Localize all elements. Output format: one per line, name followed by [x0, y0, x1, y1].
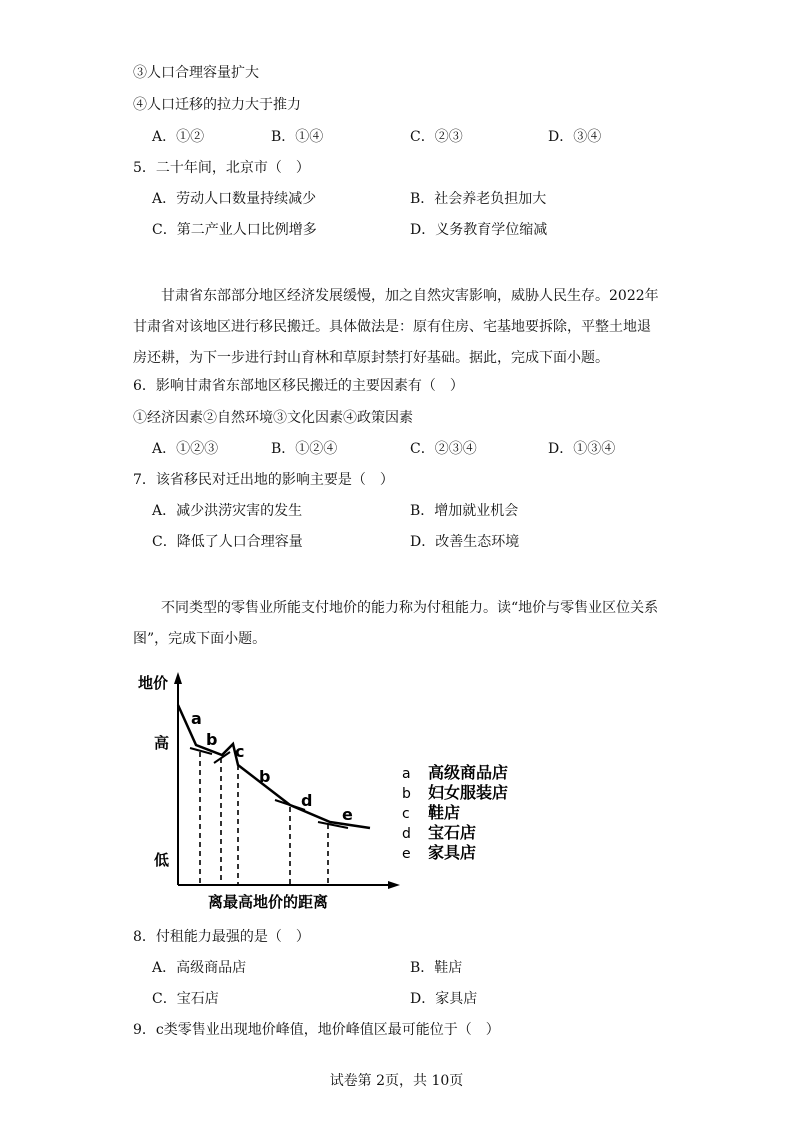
- q8-stem: 8．付租能力最强的是（ ）: [133, 929, 310, 945]
- q4-option-b: B．①④: [271, 129, 324, 145]
- legend-label-a: 高级商品店: [428, 763, 509, 782]
- q8-option-a: A．高级商品店: [152, 960, 247, 976]
- legend-key-d: d: [402, 826, 411, 842]
- q5-option-a: A．劳动人口数量持续减少: [152, 191, 317, 207]
- curve-label-b1: b: [206, 730, 218, 749]
- y-tick-low: 低: [154, 851, 170, 869]
- legend-label-c: 鞋店: [428, 803, 461, 822]
- curve-label-a: a: [191, 709, 202, 728]
- statement-4: ④人口迁移的拉力大于推力: [133, 97, 301, 113]
- legend-key-c: c: [402, 806, 410, 822]
- q5-option-c: C．第二产业人口比例增多: [152, 222, 317, 238]
- curve-label-e: e: [342, 805, 353, 824]
- q5-option-b: B．社会养老负担加大: [410, 191, 547, 207]
- q6-option-c: C．②③④: [410, 441, 477, 457]
- y-tick-high: 高: [154, 734, 170, 752]
- q7-option-a: A．减少洪涝灾害的发生: [152, 503, 303, 519]
- legend-label-b: 妇女服装店: [428, 783, 509, 802]
- x-axis-arrow: [388, 881, 400, 889]
- q5-stem: 5．二十年间，北京市（ ）: [133, 160, 310, 176]
- curve-label-d: d: [301, 791, 313, 810]
- y-axis-arrow: [174, 672, 182, 684]
- q8-option-d: D．家具店: [410, 991, 478, 1007]
- q4-option-c: C．②③: [410, 129, 463, 145]
- chart-legend: [402, 763, 508, 862]
- legend-label-d: 宝石店: [428, 823, 477, 842]
- passage-gansu: 甘肃省东部部分地区经济发展缓慢，加之自然灾害影响，威胁人民生存。2022年甘肃省对该地区进行移民搬迁。具体做法是：原有住房、宅基地要拆除，平整土地退房还耕，为下一步进行封山育林和草原封禁打好基础。据此，完成下面小题。: [133, 288, 659, 366]
- q6-stem: 6．影响甘肃省东部地区移民搬迁的主要因素有（ ）: [133, 378, 464, 394]
- q9-stem: 9．c类零售业出现地价峰值，地价峰值区最可能位于（ ）: [133, 1022, 500, 1038]
- q7-option-d: D．改善生态环境: [410, 534, 520, 550]
- q7-option-c: C．降低了人口合理容量: [152, 534, 303, 550]
- q4-option-d: D．③④: [548, 129, 602, 145]
- q8-option-c: C．宝石店: [152, 991, 219, 1007]
- q8-option-b: B．鞋店: [410, 960, 463, 976]
- q6-option-a: A．①②③: [152, 441, 219, 457]
- statement-3: ③人口合理容量扩大: [133, 65, 259, 81]
- curve-label-b2: b: [259, 767, 271, 786]
- legend-key-a: a: [402, 766, 411, 782]
- q7-stem: 7．该省移民对迁出地的影响主要是（ ）: [133, 472, 394, 488]
- passage-retail: 不同类型的零售业所能支付地价的能力称为付租能力。读“地价与零售业区位关系图”，完成下面小题。: [133, 600, 659, 647]
- legend-label-e: 家具店: [428, 843, 477, 862]
- legend-key-e: e: [402, 846, 411, 862]
- curve-label-c: c: [235, 742, 245, 761]
- q6-items: ①经济因素②自然环境③文化因素④政策因素: [133, 410, 413, 426]
- q7-option-b: B．增加就业机会: [410, 503, 519, 519]
- page-footer: 试卷第 2页，共 10页: [329, 1073, 464, 1089]
- q5-option-d: D．义务教育学位缩减: [410, 222, 548, 238]
- x-axis-label: 离最高地价的距离: [208, 893, 329, 911]
- rent-retail-chart: [130, 660, 550, 915]
- q4-option-a: A．①②: [152, 129, 205, 145]
- legend-key-b: b: [402, 786, 411, 802]
- q6-option-d: D．①③④: [548, 441, 616, 457]
- y-axis-label: 地价: [138, 674, 169, 692]
- q6-option-b: B．①②④: [271, 441, 338, 457]
